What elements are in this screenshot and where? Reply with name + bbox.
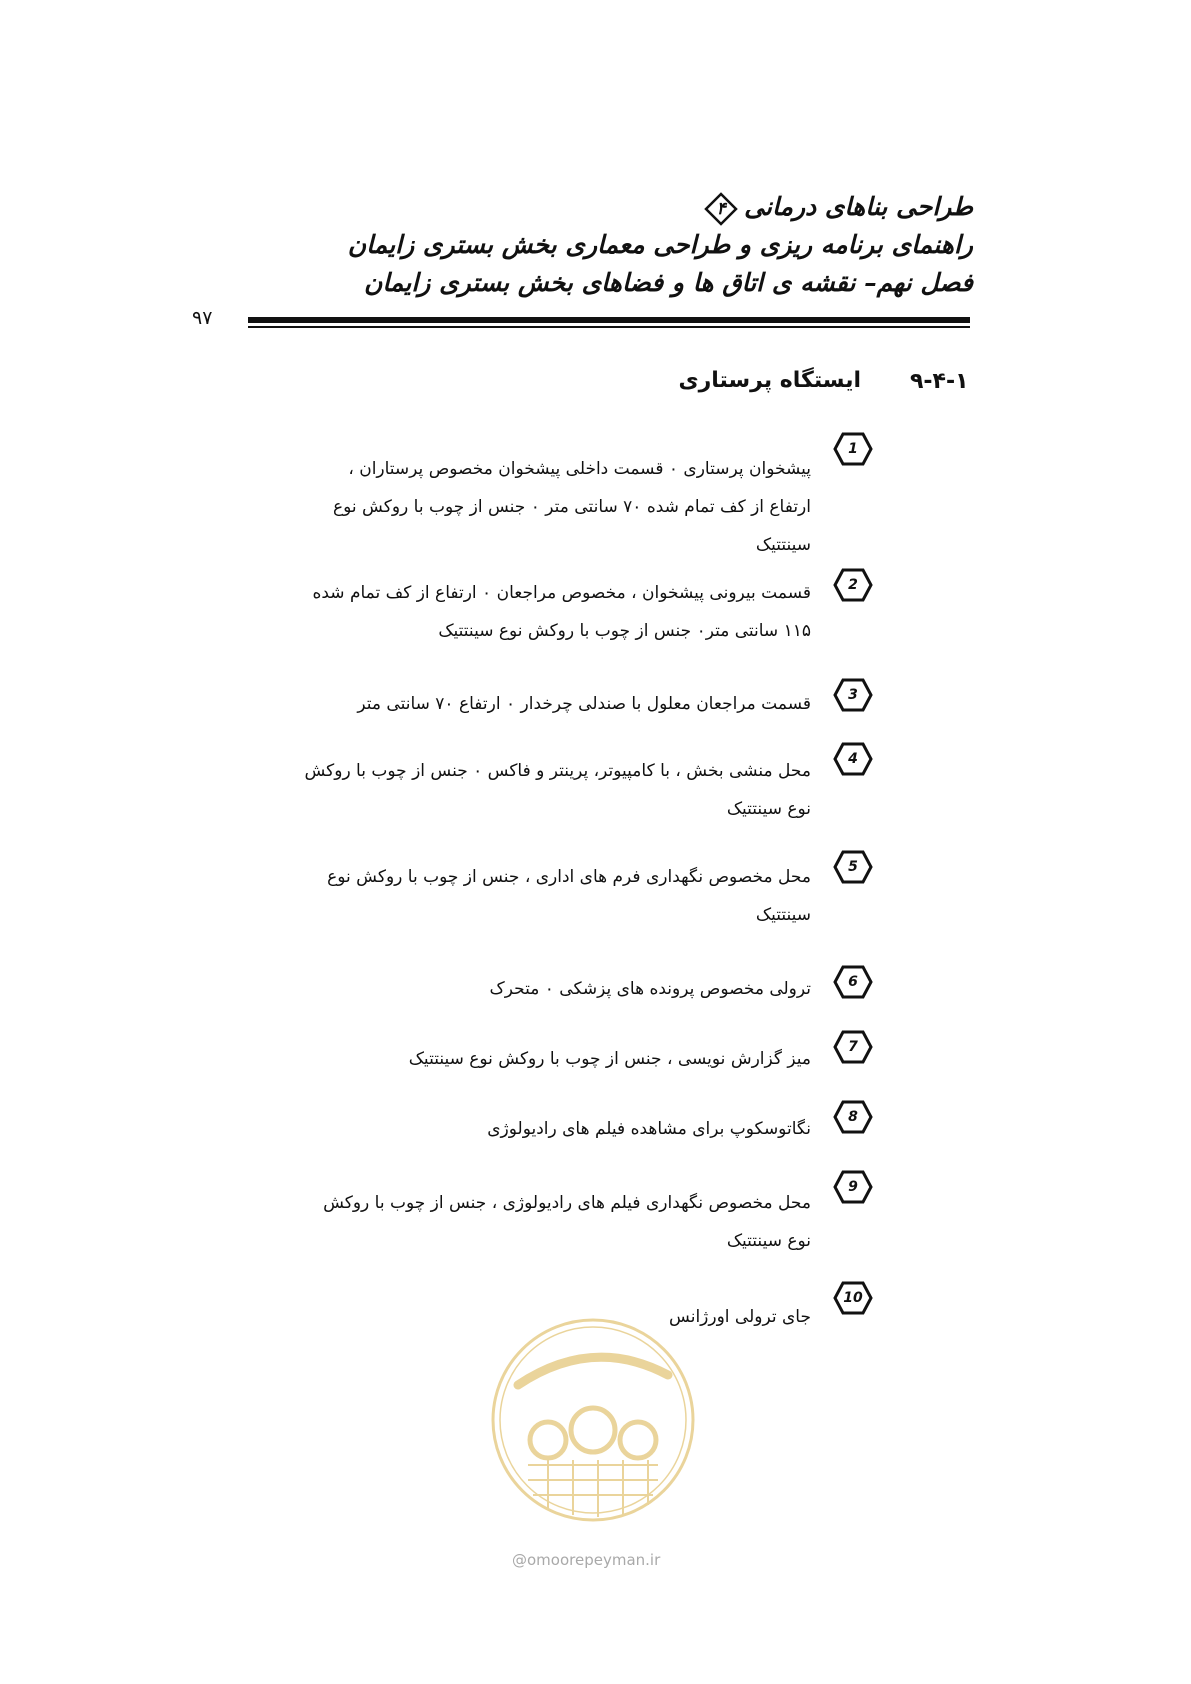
list-item <box>409 1040 811 1078</box>
item-number: 4 <box>848 751 858 767</box>
list-item <box>487 1110 811 1148</box>
item-text-line: جای ترولی اورژانس <box>669 1307 811 1327</box>
item-number: 1 <box>848 441 858 457</box>
list-item <box>327 858 811 934</box>
item-text-line: قسمت بیرونی پیشخوان ، مخصوص مراجعان ۰ ارتفاع از کف تمام شده <box>312 583 811 603</box>
item-number-badge <box>833 568 873 602</box>
item-text-line: محل مخصوص نگهداری فیلم های رادیولوژی ، جنس از چوب با روکش <box>323 1193 811 1213</box>
header-line-3: فصل نهم– نقشه ی اتاق ها و فضاهای بخش بستری زایمان <box>363 268 973 297</box>
item-text-line: سینتتیک <box>755 905 811 925</box>
item-text-line: قسمت مراجعان معلول با صندلی چرخدار ۰ ارتفاع ۷۰ سانتی متر <box>357 694 811 714</box>
list-item <box>312 574 811 650</box>
item-number: 9 <box>848 1179 858 1195</box>
watermark-caption: @omoorepeyman.ir <box>512 1551 661 1569</box>
header-rule-thick <box>248 317 970 323</box>
list-item <box>357 685 811 723</box>
list-item <box>490 970 811 1008</box>
item-text-line: سینتتیک <box>755 535 811 555</box>
item-number-badge <box>833 1170 873 1204</box>
list-item <box>323 1184 811 1260</box>
item-number-badge <box>833 965 873 999</box>
item-number-badge <box>833 1030 873 1064</box>
item-text-line: محل مخصوص نگهداری فرم های اداری ، جنس از چوب با روکش نوع <box>327 867 811 887</box>
item-number-badge <box>833 850 873 884</box>
item-text-line: ارتفاع از کف تمام شده ۷۰ سانتی متر ۰ جنس از چوب با روکش نوع <box>333 497 811 517</box>
volume-number: ۴ <box>716 198 726 219</box>
item-number-badge <box>833 678 873 712</box>
item-number: 2 <box>848 577 858 593</box>
section-number: ۹-۴-۱ <box>910 369 969 394</box>
item-number-badge <box>833 1100 873 1134</box>
item-number: 7 <box>848 1039 858 1055</box>
book-title: طراحی بناهای درمانی <box>744 192 973 221</box>
item-number: 3 <box>848 687 858 703</box>
item-number-badge <box>833 1281 873 1315</box>
item-number-badge <box>833 742 873 776</box>
item-text-line: نوع سینتتیک <box>726 1231 811 1251</box>
item-text-line: نوع سینتتیک <box>726 799 811 819</box>
page-number: ۹۷ <box>192 307 213 329</box>
omoorepeyman-logo <box>488 1315 698 1525</box>
header-rule-thin <box>248 326 970 328</box>
item-number: 6 <box>848 974 858 990</box>
item-number: 5 <box>848 859 858 875</box>
item-text-line: نگاتوسکوپ برای مشاهده فیلم های رادیولوژی <box>487 1119 811 1139</box>
item-number-badge <box>833 432 873 466</box>
item-text-line: محل منشی بخش ، با کامپیوتر، پرینتر و فاکس ۰ جنس از چوب با روکش <box>304 761 811 781</box>
item-number: 8 <box>848 1109 858 1125</box>
section-title: ایستگاه پرستاری <box>678 368 861 393</box>
page-header <box>347 188 973 302</box>
item-text-line: میز گزارش نویسی ، جنس از چوب با روکش نوع سینتتیک <box>408 1049 811 1069</box>
item-text-line: ترولی مخصوص پرونده های پزشکی ۰ متحرک <box>489 979 811 999</box>
header-line-2: راهنمای برنامه ریزی و طراحی معماری بخش بستری زایمان <box>347 230 973 259</box>
item-text-line: ۱۱۵ سانتی متر۰ جنس از چوب با روکش نوع سینتتیک <box>438 621 811 641</box>
header-line-1 <box>413 188 973 226</box>
volume-badge <box>704 192 738 226</box>
item-text-line: پیشخوان پرستاری ۰ قسمت داخلی پیشخوان مخصوص پرستاران ، <box>348 459 811 479</box>
list-item <box>333 450 811 564</box>
item-number: 10 <box>843 1290 863 1306</box>
list-item <box>304 752 811 828</box>
